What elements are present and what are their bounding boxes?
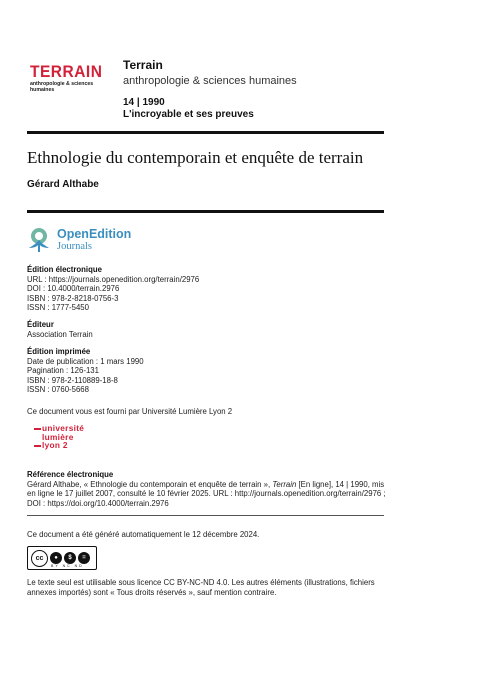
title-divider [27,210,384,213]
article-title: Ethnologie du contemporain et enquête de terrain [27,148,364,167]
publisher-heading: Éditeur [27,320,54,329]
issue-number: 14 | 1990 [123,97,165,108]
university-lyon2-logo [34,424,104,450]
reference-journal: Terrain [272,479,297,489]
reference-heading: Référence électronique [27,470,114,479]
electronic-edition-block [27,265,199,313]
provided-by-text: Ce document vous est fourni par Université Lumière Lyon 2 [27,407,233,416]
top-divider [27,131,384,134]
electronic-issn: ISSN : 1777-5450 [27,303,89,313]
journal-subtitle: anthropologie & sciences humaines [123,75,297,87]
print-issn: ISSN : 0760-5668 [27,385,89,395]
publisher-name: Association Terrain [27,329,93,339]
cc-labels: BY NC ND [51,564,84,568]
univ-line3: lyon 2 [42,440,68,450]
journal-info [123,58,297,121]
univ-line2: lumière [42,431,74,442]
electronic-reference-block [27,470,392,508]
footer-divider [27,515,384,516]
electronic-edition-heading: Édition électronique [27,265,102,274]
print-edition-block [27,347,144,395]
print-date: Date de publication : 1 mars 1990 [27,356,144,366]
openedition-logo[interactable] [27,227,131,253]
logo-dash [34,445,41,447]
electronic-url[interactable]: URL : https://journals.openedition.org/terrain/2976 [27,274,200,284]
logo-wordmark: TERRAIN [30,62,103,82]
cc-icon: cc [31,550,48,567]
print-isbn: ISBN : 978-2-110889-18-8 [27,375,118,385]
publisher-block [27,320,93,339]
nc-icon: $ [64,552,76,564]
generated-note: Ce document a été généré automatiquement le 12 décembre 2024. [27,530,260,539]
openedition-flower-icon [27,227,51,253]
univ-line1: université [42,423,85,433]
electronic-doi[interactable]: DOI : 10.4000/terrain.2976 [27,284,120,294]
reference-pre: Gérard Althabe, « Ethnologie du contemporain et enquête de terrain », [27,479,273,489]
by-icon: ● [50,552,62,564]
logo-tagline: anthropologie & sciences humaines [30,81,94,93]
print-edition-heading: Édition imprimée [27,347,91,356]
openedition-name: OpenEdition [57,227,132,241]
reference-post: [En ligne], 14 | 1990, mis en ligne le 17 juillet 2007, consulté le 10 février 2025. URL : http://journals.openedition.org/terrain/2976 ; DOI : https://doi.org/10.4000/terrain.2976 [27,479,386,508]
journal-title: Terrain [123,58,163,72]
article-author: Gérard Althabe [27,179,99,190]
cc-license-badge[interactable] [27,546,97,570]
nd-icon: = [78,552,90,564]
reference-text [27,480,392,509]
print-pagination: Pagination : 126-131 [27,366,99,376]
logo-dash [34,428,41,430]
terrain-logo [30,64,110,93]
openedition-journals: Journals [57,241,92,252]
electronic-isbn: ISBN : 978-2-8218-0756-3 [27,293,119,303]
issue-title: L'incroyable et ses preuves [123,109,254,120]
license-text: Le texte seul est utilisable sous licence CC BY-NC-ND 4.0. Les autres éléments (illustrations, fichiers annexes importés) sont « Tous droits réservés », sauf mention contraire. [27,578,375,597]
